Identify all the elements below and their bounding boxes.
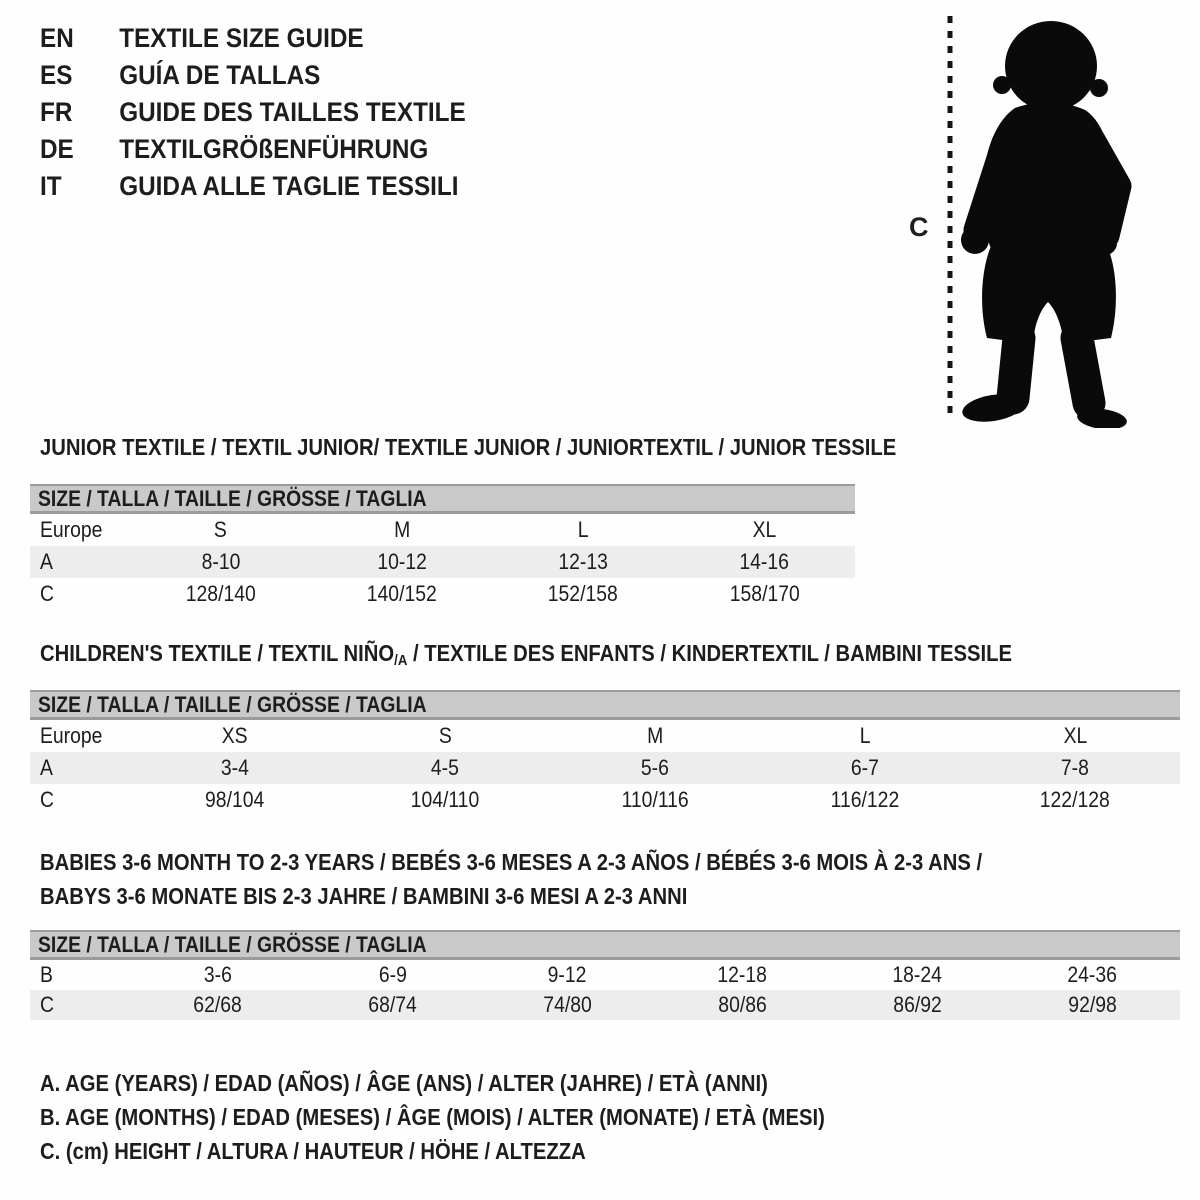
table-row-age [30, 546, 855, 578]
junior-size-table [30, 484, 855, 610]
row-label: B [40, 962, 53, 987]
age-cell: 14-16 [739, 549, 790, 574]
age-cell: 10-12 [377, 549, 427, 574]
age-cell: 5-6 [641, 755, 669, 780]
size-table-header [30, 484, 855, 514]
legend-height-cm: C. (cm) HEIGHT / ALTURA / HAUTEUR / HÖHE / ALTEZZA [40, 1138, 586, 1164]
language-code: IT [40, 171, 62, 201]
height-cell: 92/98 [1068, 992, 1117, 1017]
baby-silhouette-icon [895, 8, 1161, 428]
height-cell: 122/128 [1040, 787, 1110, 812]
size-header-label: SIZE / TALLA / TAILLE / GRÖSSE / TAGLIA [38, 691, 427, 717]
size-table-header [30, 690, 1180, 720]
size-cell: XS [222, 723, 248, 748]
guide-title: GUIDA ALLE TAGLIE TESSILI [119, 171, 459, 201]
language-row [40, 20, 466, 57]
table-row-europe [30, 720, 1180, 752]
size-cell: S [438, 723, 452, 748]
language-code: ES [40, 60, 73, 90]
children-size-table [30, 690, 1180, 816]
size-cell: M [646, 723, 664, 748]
babies-title-line2: BABYS 3-6 MONATE BIS 2-3 JAHRE / BAMBINI 3-6 MESI A 2-3 ANNI [40, 883, 688, 909]
babies-size-table [30, 930, 1180, 1020]
language-code: EN [40, 23, 74, 53]
table-row-europe [30, 514, 855, 546]
height-figure [895, 8, 1161, 428]
children-title-text: CHILDREN'S TEXTILE / TEXTIL NIÑO [40, 640, 395, 666]
language-row [40, 168, 466, 205]
language-code: FR [40, 97, 73, 127]
height-cell: 104/110 [410, 787, 480, 812]
row-label: C [40, 787, 54, 812]
junior-section-title: JUNIOR TEXTILE / TEXTIL JUNIOR/ TEXTILE JUNIOR / JUNIORTEXTIL / JUNIOR TESSILE [40, 434, 897, 460]
children-section-title [40, 640, 1012, 669]
age-cell: 6-7 [851, 755, 879, 780]
size-header-label: SIZE / TALLA / TAILLE / GRÖSSE / TAGLIA [38, 931, 427, 957]
size-table-header [30, 930, 1180, 960]
months-cell: 3-6 [203, 962, 232, 987]
legend-age-years: A. AGE (YEARS) / EDAD (AÑOS) / ÂGE (ANS) / ALTER (JAHRE) / ETÀ (ANNI) [40, 1070, 768, 1096]
guide-title: GUÍA DE TALLAS [119, 60, 321, 90]
row-label: C [40, 581, 54, 606]
table-row-months [30, 960, 1180, 990]
age-cell: 3-4 [221, 755, 249, 780]
months-cell: 18-24 [892, 962, 943, 987]
size-cell: XL [752, 517, 777, 542]
months-cell: 24-36 [1067, 962, 1118, 987]
table-row-height [30, 990, 1180, 1020]
age-cell: 12-13 [558, 549, 608, 574]
height-measure-label: C [909, 212, 929, 242]
height-cell: 110/116 [621, 787, 689, 812]
size-cell: S [214, 517, 228, 542]
row-label: A [40, 549, 53, 574]
height-cell: 116/122 [830, 787, 900, 812]
babies-section-title [40, 845, 982, 913]
language-title-list [40, 20, 513, 205]
height-cell: 98/104 [205, 787, 265, 812]
legend-age-months: B. AGE (MONTHS) / EDAD (MESES) / ÂGE (MOIS) / ALTER (MONATE) / ETÀ (MESI) [40, 1104, 825, 1130]
table-row-height [30, 784, 1180, 816]
table-row-height [30, 578, 855, 610]
age-cell: 4-5 [431, 755, 459, 780]
row-label: A [40, 755, 53, 780]
row-label: C [40, 992, 54, 1017]
table-row-age [30, 752, 1180, 784]
children-title-text: / TEXTILE DES ENFANTS / KINDERTEXTIL / BAMBINI TESSILE [407, 640, 1013, 666]
row-label: Europe [40, 723, 103, 748]
size-cell: L [577, 517, 589, 542]
height-cell: 68/74 [368, 992, 417, 1017]
months-cell: 12-18 [717, 962, 768, 987]
language-row [40, 57, 466, 94]
size-cell: M [393, 517, 410, 542]
baby-silhouette-shape [960, 21, 1128, 428]
height-cell: 128/140 [185, 581, 256, 606]
size-header-label: SIZE / TALLA / TAILLE / GRÖSSE / TAGLIA [38, 485, 427, 511]
height-cell: 158/170 [729, 581, 800, 606]
row-label: Europe [40, 517, 103, 542]
language-row [40, 131, 466, 168]
language-code: DE [40, 134, 74, 164]
months-cell: 9-12 [548, 962, 587, 987]
size-cell: XL [1063, 723, 1087, 748]
age-cell: 7-8 [1061, 755, 1089, 780]
height-cell: 152/158 [548, 581, 619, 606]
children-title-sub: /A [394, 652, 408, 669]
language-row [40, 94, 466, 131]
guide-title: GUIDE DES TAILLES TEXTILE [119, 97, 466, 127]
height-cell: 140/152 [366, 581, 437, 606]
size-cell: L [859, 723, 871, 748]
height-cell: 80/86 [718, 992, 767, 1017]
babies-title-line1: BABIES 3-6 MONTH TO 2-3 YEARS / BEBÉS 3-6 MESES A 2-3 AÑOS / BÉBÉS 3-6 MOIS À 2-3 ANS / [40, 849, 983, 875]
months-cell: 6-9 [378, 962, 407, 987]
measure-legend [40, 1066, 825, 1168]
height-cell: 86/92 [893, 992, 942, 1017]
height-cell: 62/68 [193, 992, 242, 1017]
height-cell: 74/80 [543, 992, 592, 1017]
guide-title: TEXTILGRÖßENFÜHRUNG [119, 134, 429, 164]
guide-title: TEXTILE SIZE GUIDE [119, 23, 364, 53]
age-cell: 8-10 [201, 549, 240, 574]
